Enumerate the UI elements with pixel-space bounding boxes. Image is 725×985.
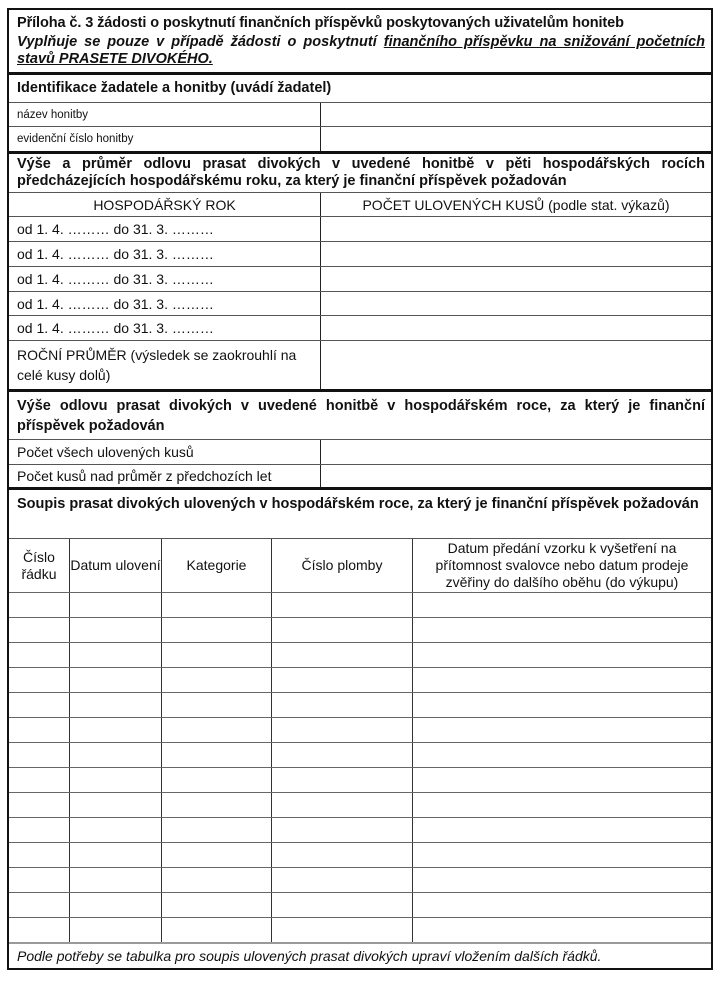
list-table-row xyxy=(9,592,711,617)
sample-date-field[interactable] xyxy=(413,918,711,942)
application-form-annex xyxy=(7,8,713,970)
row-number-field[interactable] xyxy=(9,593,70,617)
column-header-date-caught: Datum ulovení xyxy=(70,539,162,592)
column-header-count: POČET ULOVENÝCH KUSŮ (podle stat. výkazů) xyxy=(362,196,670,213)
row-number-field[interactable] xyxy=(9,743,70,767)
sample-date-field[interactable] xyxy=(413,668,711,692)
category-field[interactable] xyxy=(162,593,272,617)
hunting-ground-number-label: evidenční číslo honitby xyxy=(9,127,321,151)
category-field[interactable] xyxy=(162,743,272,767)
year-row xyxy=(9,241,711,266)
year-row xyxy=(9,216,711,241)
list-table-row xyxy=(9,742,711,767)
row-number-field[interactable] xyxy=(9,793,70,817)
total-caught-label: Počet všech ulovených kusů xyxy=(9,440,321,464)
list-table-row xyxy=(9,842,711,867)
list-section-title: Soupis prasat divokých ulovených v hospodářském roce, za který je finanční příspěvek požadován xyxy=(17,496,699,512)
date-caught-field[interactable] xyxy=(70,868,162,892)
row-number-field[interactable] xyxy=(9,893,70,917)
sample-date-field[interactable] xyxy=(413,718,711,742)
year-count-field[interactable] xyxy=(321,267,711,291)
subtitle-plain: Vyplňuje se pouze v případě žádosti o poskytnutí xyxy=(17,34,384,50)
seal-number-field[interactable] xyxy=(272,643,413,667)
year-count-field[interactable] xyxy=(321,316,711,340)
date-caught-field[interactable] xyxy=(70,793,162,817)
sample-date-field[interactable] xyxy=(413,618,711,642)
date-caught-field[interactable] xyxy=(70,768,162,792)
date-caught-field[interactable] xyxy=(70,743,162,767)
sample-date-field[interactable] xyxy=(413,793,711,817)
annual-average-row xyxy=(9,340,711,389)
total-caught-field[interactable] xyxy=(321,440,711,464)
category-field[interactable] xyxy=(162,818,272,842)
list-table-row xyxy=(9,817,711,842)
date-caught-field[interactable] xyxy=(70,718,162,742)
column-header-seal-number: Číslo plomby xyxy=(272,539,413,592)
average-section xyxy=(9,151,711,389)
form-subtitle xyxy=(17,34,705,68)
sample-date-field[interactable] xyxy=(413,693,711,717)
row-number-field[interactable] xyxy=(9,768,70,792)
hunting-ground-number-row xyxy=(9,126,711,151)
category-field[interactable] xyxy=(162,668,272,692)
sample-date-field[interactable] xyxy=(413,593,711,617)
current-year-title: Výše odlovu prasat divokých v uvedené honitbě v hospodářském roce, za který je finanční příspěvek požadován xyxy=(17,398,705,434)
row-number-field[interactable] xyxy=(9,918,70,942)
above-average-field[interactable] xyxy=(321,465,711,487)
year-count-field[interactable] xyxy=(321,292,711,315)
year-range-label: od 1. 4. ……… do 31. 3. ……… xyxy=(9,316,321,340)
annual-average-label: ROČNÍ PRŮMĚR (výsledek se zaokrouhlí na celé kusy dolů) xyxy=(9,341,321,389)
column-header-category: Kategorie xyxy=(162,539,272,592)
form-header xyxy=(9,10,711,72)
average-section-title: Výše a průměr odlovu prasat divokých v uvedené honitbě v pěti hospodářských rocích předcházejících hospodářskému roku, za který je finanční příspěvek požadován xyxy=(17,156,705,189)
category-field[interactable] xyxy=(162,918,272,942)
year-range-label: od 1. 4. ……… do 31. 3. ……… xyxy=(9,242,321,266)
date-caught-field[interactable] xyxy=(70,668,162,692)
list-table-row xyxy=(9,692,711,717)
total-caught-row xyxy=(9,439,711,464)
sample-date-field[interactable] xyxy=(413,743,711,767)
category-field[interactable] xyxy=(162,843,272,867)
list-table-body xyxy=(9,592,711,942)
subtitle-underlined: finančního příspěvku na snižování početních stavů PRASETE DIVOKÉHO. xyxy=(17,34,705,67)
seal-number-field[interactable] xyxy=(272,918,413,942)
hunting-ground-number-field[interactable] xyxy=(321,127,711,151)
footer-note: Podle potřeby se tabulka pro soupis ulovených prasat divokých upraví vložením dalších řádků. xyxy=(9,942,711,968)
row-number-field[interactable] xyxy=(9,843,70,867)
year-count-field[interactable] xyxy=(321,242,711,266)
seal-number-field[interactable] xyxy=(272,893,413,917)
date-caught-field[interactable] xyxy=(70,593,162,617)
hunting-ground-name-row xyxy=(9,102,711,126)
year-range-label: od 1. 4. ……… do 31. 3. ……… xyxy=(9,217,321,241)
year-row xyxy=(9,291,711,315)
row-number-field[interactable] xyxy=(9,693,70,717)
date-caught-field[interactable] xyxy=(70,843,162,867)
date-caught-field[interactable] xyxy=(70,918,162,942)
row-number-field[interactable] xyxy=(9,718,70,742)
list-table-row xyxy=(9,917,711,942)
list-table-row xyxy=(9,792,711,817)
row-number-field[interactable] xyxy=(9,643,70,667)
list-table-row xyxy=(9,642,711,667)
seal-number-field[interactable] xyxy=(272,743,413,767)
category-field[interactable] xyxy=(162,868,272,892)
category-field[interactable] xyxy=(162,793,272,817)
category-field[interactable] xyxy=(162,693,272,717)
seal-number-field[interactable] xyxy=(272,593,413,617)
hunting-ground-name-field[interactable] xyxy=(321,103,711,126)
category-field[interactable] xyxy=(162,768,272,792)
year-row xyxy=(9,266,711,291)
list-table-row xyxy=(9,617,711,642)
row-number-field[interactable] xyxy=(9,618,70,642)
seal-number-field[interactable] xyxy=(272,818,413,842)
category-field[interactable] xyxy=(162,618,272,642)
list-table-header xyxy=(9,538,711,592)
date-caught-field[interactable] xyxy=(70,818,162,842)
list-table-row xyxy=(9,892,711,917)
average-table-header xyxy=(9,192,711,216)
column-header-sample-date: Datum předání vzorku k vyšetření na přítomnost svalovce nebo datum prodeje zvěřiny do dalšího oběhu (do výkupu) xyxy=(435,540,689,590)
sample-date-field[interactable] xyxy=(413,893,711,917)
row-number-field[interactable] xyxy=(9,668,70,692)
identification-section xyxy=(9,72,711,151)
annual-average-field[interactable] xyxy=(321,341,711,389)
category-field[interactable] xyxy=(162,893,272,917)
form-title: Příloha č. 3 žádosti o poskytnutí finančních příspěvků poskytovaných uživatelům honiteb xyxy=(17,15,624,31)
date-caught-field[interactable] xyxy=(70,693,162,717)
list-table-row xyxy=(9,667,711,692)
date-caught-field[interactable] xyxy=(70,618,162,642)
date-caught-field[interactable] xyxy=(70,643,162,667)
sample-date-field[interactable] xyxy=(413,818,711,842)
sample-date-field[interactable] xyxy=(413,643,711,667)
year-range-label: od 1. 4. ……… do 31. 3. ……… xyxy=(9,267,321,291)
year-count-field[interactable] xyxy=(321,217,711,241)
row-number-field[interactable] xyxy=(9,868,70,892)
above-average-row xyxy=(9,464,711,487)
seal-number-field[interactable] xyxy=(272,768,413,792)
hunting-ground-name-label: název honitby xyxy=(9,103,321,126)
seal-number-field[interactable] xyxy=(272,693,413,717)
column-header-row-number: Číslo řádku xyxy=(9,539,70,592)
list-table-row xyxy=(9,717,711,742)
year-row xyxy=(9,315,711,340)
year-range-label: od 1. 4. ……… do 31. 3. ……… xyxy=(9,292,321,315)
seal-number-field[interactable] xyxy=(272,868,413,892)
seal-number-field[interactable] xyxy=(272,718,413,742)
seal-number-field[interactable] xyxy=(272,843,413,867)
current-year-section xyxy=(9,389,711,487)
sample-date-field[interactable] xyxy=(413,768,711,792)
sample-date-field[interactable] xyxy=(413,868,711,892)
seal-number-field[interactable] xyxy=(272,668,413,692)
date-caught-field[interactable] xyxy=(70,893,162,917)
row-number-field[interactable] xyxy=(9,818,70,842)
seal-number-field[interactable] xyxy=(272,618,413,642)
sample-date-field[interactable] xyxy=(413,843,711,867)
list-table-row xyxy=(9,767,711,792)
list-section xyxy=(9,487,711,968)
seal-number-field[interactable] xyxy=(272,793,413,817)
column-header-year: HOSPODÁŘSKÝ ROK xyxy=(9,193,321,216)
category-field[interactable] xyxy=(162,718,272,742)
identification-title: Identifikace žadatele a honitby (uvádí žadatel) xyxy=(17,80,332,96)
category-field[interactable] xyxy=(162,643,272,667)
list-table-row xyxy=(9,867,711,892)
above-average-label: Počet kusů nad průměr z předchozích let xyxy=(9,465,321,487)
